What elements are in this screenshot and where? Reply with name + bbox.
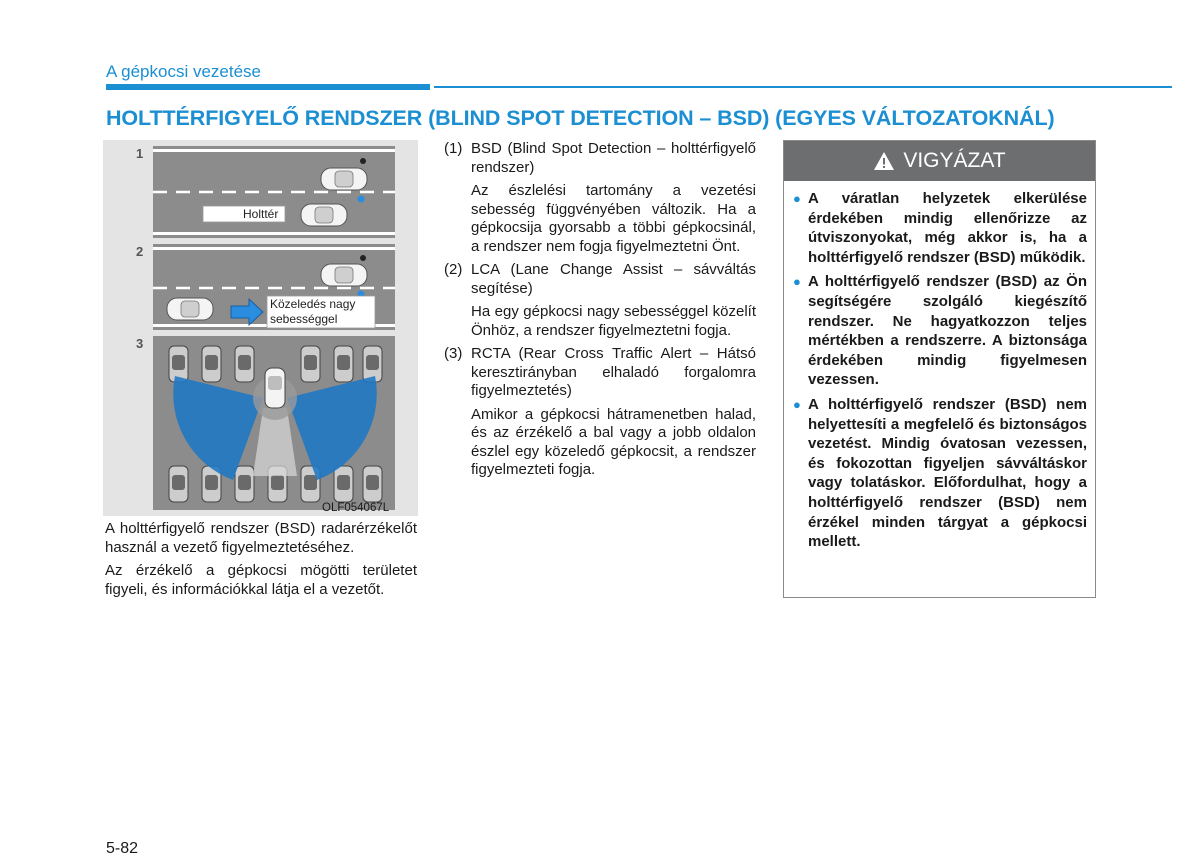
intro-text [105,520,417,604]
approach-label [270,297,355,327]
intro-paragraph-1: A holttérfigyelő rendszer (BSD) radarérzékelőt használ a vezető figyelmeztetéséhez. [105,520,417,556]
page-title: HOLTTÉRFIGYELŐ RENDSZER (BLIND SPOT DETECTION – BSD) (EGYES VÁLTOZATOKNÁL) [106,106,1055,130]
intro-paragraph-2: Az érzékelő a gépkocsi mögötti területet figyeli, és információkkal látja el a vezetőt. [105,562,417,598]
feature-title: LCA (Lane Change Assist – sávváltás segítése) [471,261,756,297]
warning-item-text: A holttérfigyelő rendszer (BSD) az Ön segítségére szolgáló kiegészítő rendszer. Ne hagyatkozzon teljes mértékben a rendszerre. A biztonsága érdekében mindig figyelmesen vezessen. [808,273,1087,389]
feature-item-rcta [444,345,756,480]
panel-number-3: 3 [136,336,144,351]
feature-number: (1) [444,140,463,157]
panel-number-2: 2 [136,244,144,259]
warning-item-text: A holttérfigyelő rendszer (BSD) nem helyettesíti a megfelelő és biztonságos vezetést. Mindig óvatosan vezessen, és fokozottan figyeljen sávváltáskor vagy tolatáskor. Előfordulhat, hogy a holttérfigyelő rendszer (BSD) nem érzékel minden tárgyat a gépkocsi mellett. [808,395,1087,551]
page-number: 5-82 [106,840,139,857]
warning-box [783,140,1096,598]
figure-code: OLF054067L [322,502,390,514]
feature-number: (3) [444,345,463,362]
warning-item [792,395,1087,552]
feature-item-bsd [444,140,756,256]
warning-item-text: A váratlan helyzetek elkerülése érdekében mindig ellenőrizze az útviszonyokat, még akkor is, ha a holttérfigyelő rendszer (BSD) működik. [808,190,1087,266]
blindspot-label: Holttér [243,207,279,221]
panel-number-1: 1 [136,146,144,161]
approach-label-line1: Közeledés nagy [270,297,356,311]
warning-triangle-icon [873,151,895,171]
header-rule-thin [434,86,1172,88]
warning-list [784,181,1095,552]
feature-description: Amikor a gépkocsi hátramenetben halad, és az érzékelő a bal vagy a jobb oldalon észlel egy közeledő gépkocsit, a rendszer figyelmezteti fogja. [471,405,756,478]
approach-label-line2: sebességgel [270,312,338,326]
bullet-icon: ● [793,191,801,206]
feature-description: Ha egy gépkocsi nagy sebességgel közelít Önhöz, a rendszer figyelmeztetni fogja. [471,303,756,339]
bsd-illustration [103,140,418,516]
warning-header [784,141,1095,181]
feature-list [444,140,756,485]
feature-title: BSD (Blind Spot Detection – holttérfigyelő rendszer) [471,140,756,176]
header-rule-thick [106,84,430,90]
warning-heading: VIGYÁZAT [903,149,1006,172]
warning-item [792,189,1087,267]
feature-description: Az észlelési tartomány a vezetési sebesség függvényében változik. Ha a gépkocsija gyorsabb a többi gépkocsinál, a rendszer nem fogja figyelmeztetni Önt. [471,182,756,255]
feature-item-lca [444,261,756,340]
warning-item [792,272,1087,390]
feature-number: (2) [444,261,463,278]
section-label: A gépkocsi vezetése [106,62,261,81]
bullet-icon: ● [793,274,801,290]
feature-title: RCTA (Rear Cross Traffic Alert – Hátsó keresztirányban elhaladó forgalomra figyelmeztetés) [471,345,756,399]
bullet-icon: ● [793,396,801,412]
